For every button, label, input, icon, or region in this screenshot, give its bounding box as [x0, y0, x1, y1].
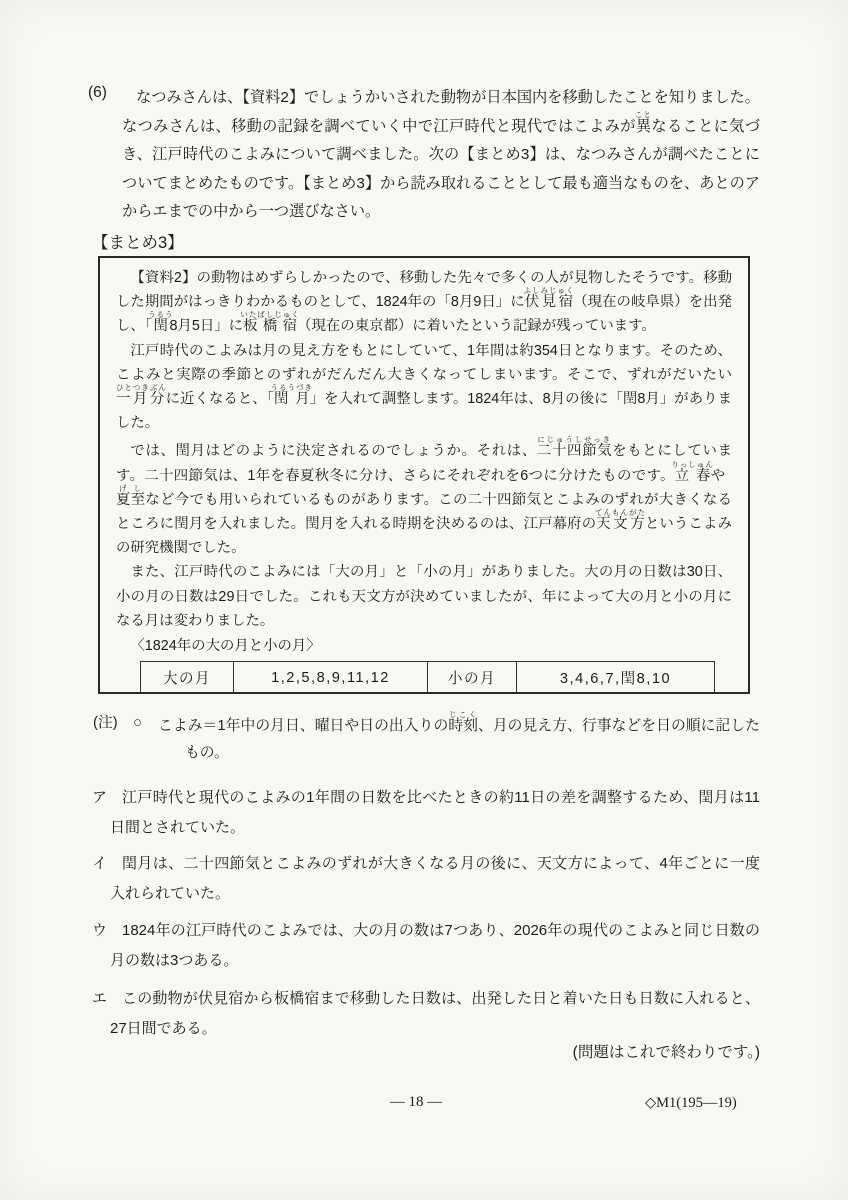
- small-month-values-cell: 3,4,6,7,閏8,10: [517, 662, 715, 694]
- note-label: (注): [93, 715, 118, 731]
- big-month-values-cell: 1,2,5,8,9,11,12: [234, 662, 428, 694]
- question-text: なつみさんは、【資料2】でしょうかいされた動物が日本国内を移動したことを知りました。なつみさんは、移動の記録を調べていく中で江戸時代と現代ではこよみが異ことなることに気づき、江戸時代のこよみについて調べました。次の【まとめ3】は、なつみさんが調べたことについてまとめたものです。【まとめ3】から読み取れることとして最も適当なものを、あとのアからエまでの中から一つ選びなさい。: [122, 89, 761, 221]
- summary-paragraph-2: 江戸時代のこよみは月の見え方をもとにしていて、1年間は約354日となります。そのため、こよみと実際の季節とのずれがだんだん大きくなってしまいます。そこで、ずれがだいたい一月分ひとつきぶんに近くなると、「閏月うるうづき」を入れて調整します。1824年は、8月の後に「閏8月」がありました。: [116, 342, 732, 432]
- month-table-row: [141, 662, 715, 694]
- choice-e-label: エ: [92, 990, 108, 1007]
- choice-e: [92, 984, 760, 1043]
- choice-i-text: 閏月は、二十四節気とこよみのずれが大きくなる月の後に、天文方によって、4年ごとに一度入れられていた。: [110, 855, 760, 902]
- end-of-questions-note: (問題はこれで終わりです。): [572, 1044, 760, 1061]
- page-number: — 18 —: [389, 1094, 443, 1110]
- summary3-heading: 【まとめ3】: [92, 234, 184, 252]
- small-month-header-cell: 小の月: [428, 662, 517, 694]
- note-text: こよみ＝1年中の月日、曜日や日の出入りの時刻じこく、月の見え方、行事などを日の順に記したもの。: [158, 710, 760, 761]
- month-table: [140, 661, 715, 694]
- summary3-box: [98, 256, 750, 694]
- month-table-caption: 〈1824年の大の月と小の月〉: [130, 638, 321, 655]
- choice-a-text: 江戸時代と現代のこよみの1年間の日数を比べたときの約11日の差を調整するため、閏月は11日間とされていた。: [110, 789, 760, 836]
- choice-a-label: ア: [92, 789, 108, 806]
- question-number: (6): [88, 84, 107, 101]
- summary-paragraph-3: では、閏月はどのように決定されるのでしょうか。それは、二十四節気にじゅうしせっきをもとにしています。二十四節気は、1年を春夏秋冬に分け、さらにそれぞれを6つに分けたものです。立春りっしゅんや夏至げしなど今でも用いられているものがあります。この二十四節気とこよみのずれが大きくなるところに閏月を入れました。閏月を入れる時期を決めるのは、江戸幕府の天文方てんもんがたというこよみの研究機関でした。: [116, 435, 732, 557]
- choice-i: [92, 849, 760, 908]
- note-block: [93, 710, 760, 767]
- choice-u-text: 1824年の江戸時代のこよみでは、大の月の数は7つあり、2026年の現代のこよみと同じ日数の月の数は3つある。: [110, 922, 760, 969]
- summary-paragraph-1: 【資料2】の動物はめずらしかったので、移動した先々で多くの人が見物したそうです。移動した期間がはっきりわかるものとして、1824年の「8月9日」に伏見宿ふしみじゅく（現在の岐阜県）を出発し、「閏うるう8月5日」に板橋宿いたばしじゅく（現在の東京都）に着いたという記録が残っています。: [116, 270, 732, 335]
- note-bullet-circle: ○: [133, 715, 142, 731]
- choice-e-text: この動物が伏見宿から板橋宿まで移動した日数は、出発した日と着いた日も日数に入れると、27日間である。: [110, 990, 760, 1037]
- summary-paragraph-4: また、江戸時代のこよみには「大の月」と「小の月」がありました。大の月の日数は30日、小の月の日数は29日でした。これも天文方が決めていましたが、年によって大の月と小の月になる月は変わりました。: [116, 564, 732, 629]
- choice-i-label: イ: [92, 855, 108, 872]
- choice-a: [92, 783, 760, 842]
- document-code: ◇M1(195—19): [645, 1095, 737, 1111]
- choice-u: [92, 916, 760, 975]
- question-block: [88, 84, 760, 227]
- big-month-header-cell: 大の月: [141, 662, 234, 694]
- choice-u-label: ウ: [92, 922, 108, 939]
